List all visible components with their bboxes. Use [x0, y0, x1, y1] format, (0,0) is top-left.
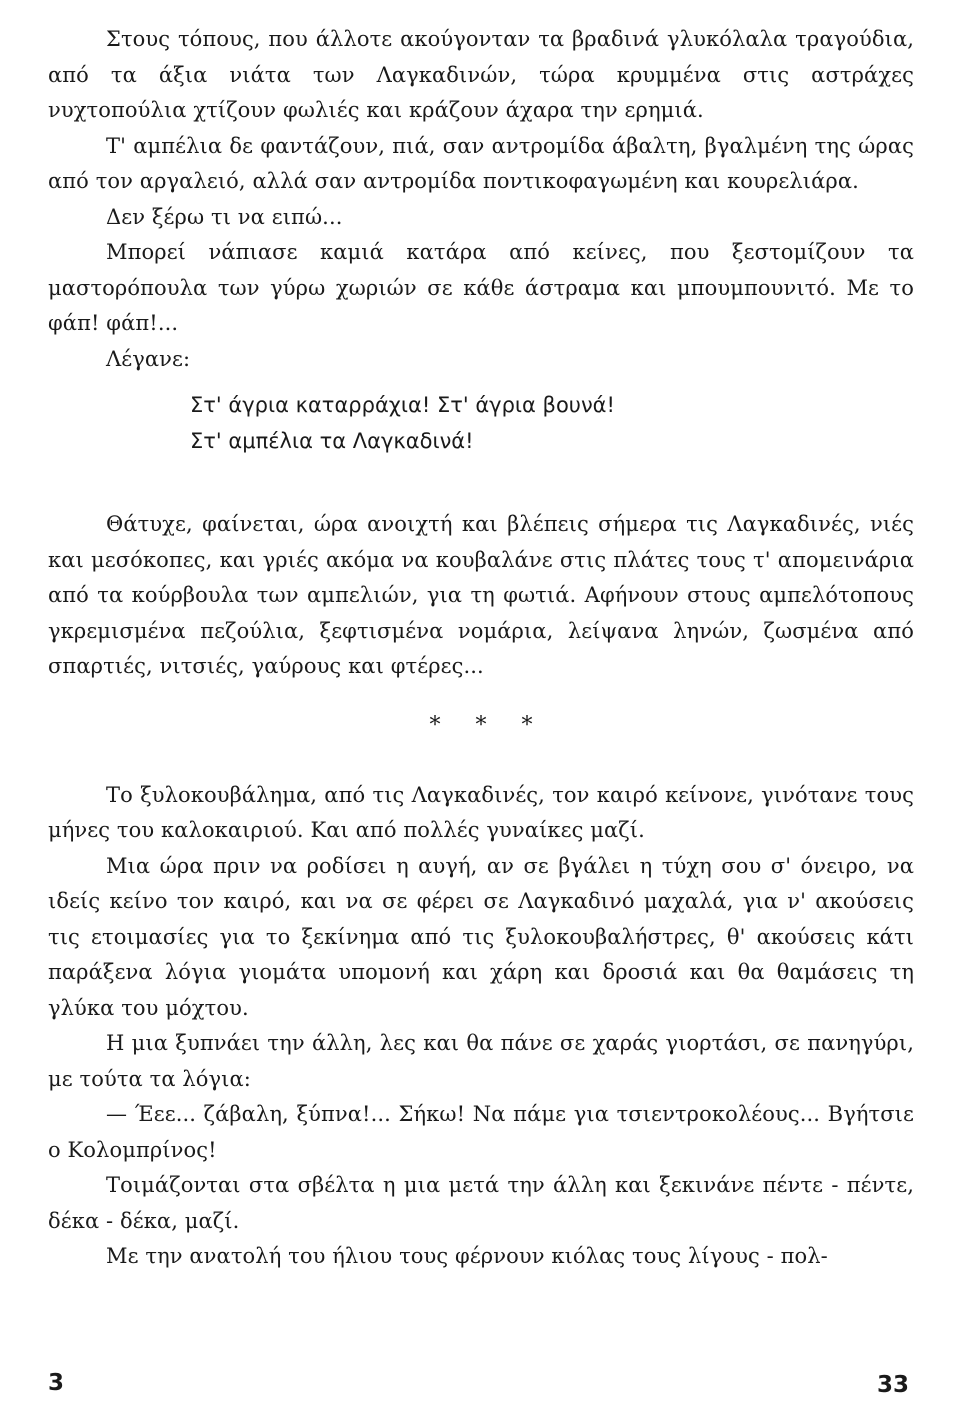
paragraph-they-said: Λέγανε:: [106, 346, 191, 371]
paragraph-vineyards: Τ' αμπέλια δε φαντάζουν, πιά, σαν αντρομίδα άβαλτη, βγαλμένη της ώρας από τον αργαλειό, αλλά σαν αντρομίδα ποντικοφαγωμένη και κουρελιάρα.: [48, 133, 914, 193]
spacer: [48, 459, 914, 507]
page-text-block: [48, 22, 914, 1275]
signature-mark: 3: [48, 1370, 65, 1396]
verse-line: Στ' αμπέλια τα Λαγκαδινά!: [190, 429, 474, 453]
paragraph-opening: Στους τόπους, που άλλοτε ακούγονταν τα βραδινά γλυκόλαλα τραγούδια, από τα άξια νιάτα των Λαγκαδινών, τώρα κρυμμένα στις αστράχες νυχτοπούλια χτίζουν φωλιές και κράζουν άχαρα την ερημιά.: [48, 27, 914, 122]
paragraph-summer: Το ξυλοκουβάλημα, από τις Λαγκαδινές, τον καιρό κείνονε, γινότανε τους μήνες του καλοκαιριού. Και από πολλές γυναίκες μαζί.: [48, 782, 914, 842]
paragraph-curse: Μπορεί νάπιασε καμιά κατάρα από κείνες, που ξεστομίζουν τα μαστορόπουλα των γύρω χωριών σε κάθε άστραμα και μπουμπουνιτό. Με το φάπ! φάπ!...: [48, 240, 914, 335]
paragraph-dialogue: — Έεε... ζάβαλη, ξύπνα!... Σήκω! Να πάμε για τσιεντροκολέους... Βγήτσιε ο Κολομπρίνος!: [48, 1102, 914, 1162]
paragraph-waking: Η μια ξυπνάει την άλλη, λες και θα πάνε σε χαράς γιορτάσι, σε πανηγύρι, με τούτα τα λόγια:: [48, 1031, 914, 1091]
page-number: 33: [876, 1372, 909, 1398]
paragraph-wood-carrying: Θάτυχε, φαίνεται, ώρα ανοιχτή και βλέπεις σήμερα τις Λαγκαδινές, νιές και μεσόκοπες, και γριές ακόμα να κουβαλάνε στις πλάτες τους τ' απομεινάρια από τα κούρβουλα των αμπελιών, για τη φωτιά. Αφήνουν στους αμπελότοπους γκρεμισμένα πεζούλια, ξεφτισμένα νομάρια, λείψανα ληνών, ζωσμένα από σπαρτιές, νιτσιές, γαύρους και φτέρες...: [48, 512, 914, 678]
verse-block: [190, 387, 914, 459]
paragraph-dont-know: Δεν ξέρω τι να ειπώ...: [106, 204, 343, 229]
section-separator: * * *: [429, 712, 547, 738]
paragraph-departure: Τοιμάζονται στα σβέλτα η μια μετά την άλλη και ξεκινάνε πέντε - πέντε, δέκα - δέκα, μαζί.: [48, 1173, 914, 1233]
paragraph-dawn: Μια ώρα πριν να ροδίσει η αυγή, αν σε βγάλει η τύχη σου σ' όνειρο, να ιδείς κείνο τον καιρό, και να σε φέρει σε Λαγκαδινό μαχαλά, για ν' ακούσεις τις ετοιμασίες για το ξεκίνημα από τις ξυλοκουβαλήστρες, θ' ακούσεις κάτι παράξενα λόγια γιομάτα υπομονή και χάρη και δροσιά και θα θαμάσεις τη γλύκα του μόχτου.: [48, 853, 914, 1020]
paragraph-sunrise: Με την ανατολή του ήλιου τους φέρνουν κιόλας τους λίγους - πολ-: [106, 1244, 828, 1268]
verse-line: Στ' άγρια καταρράχια! Στ' άγρια βουνά!: [190, 393, 615, 417]
